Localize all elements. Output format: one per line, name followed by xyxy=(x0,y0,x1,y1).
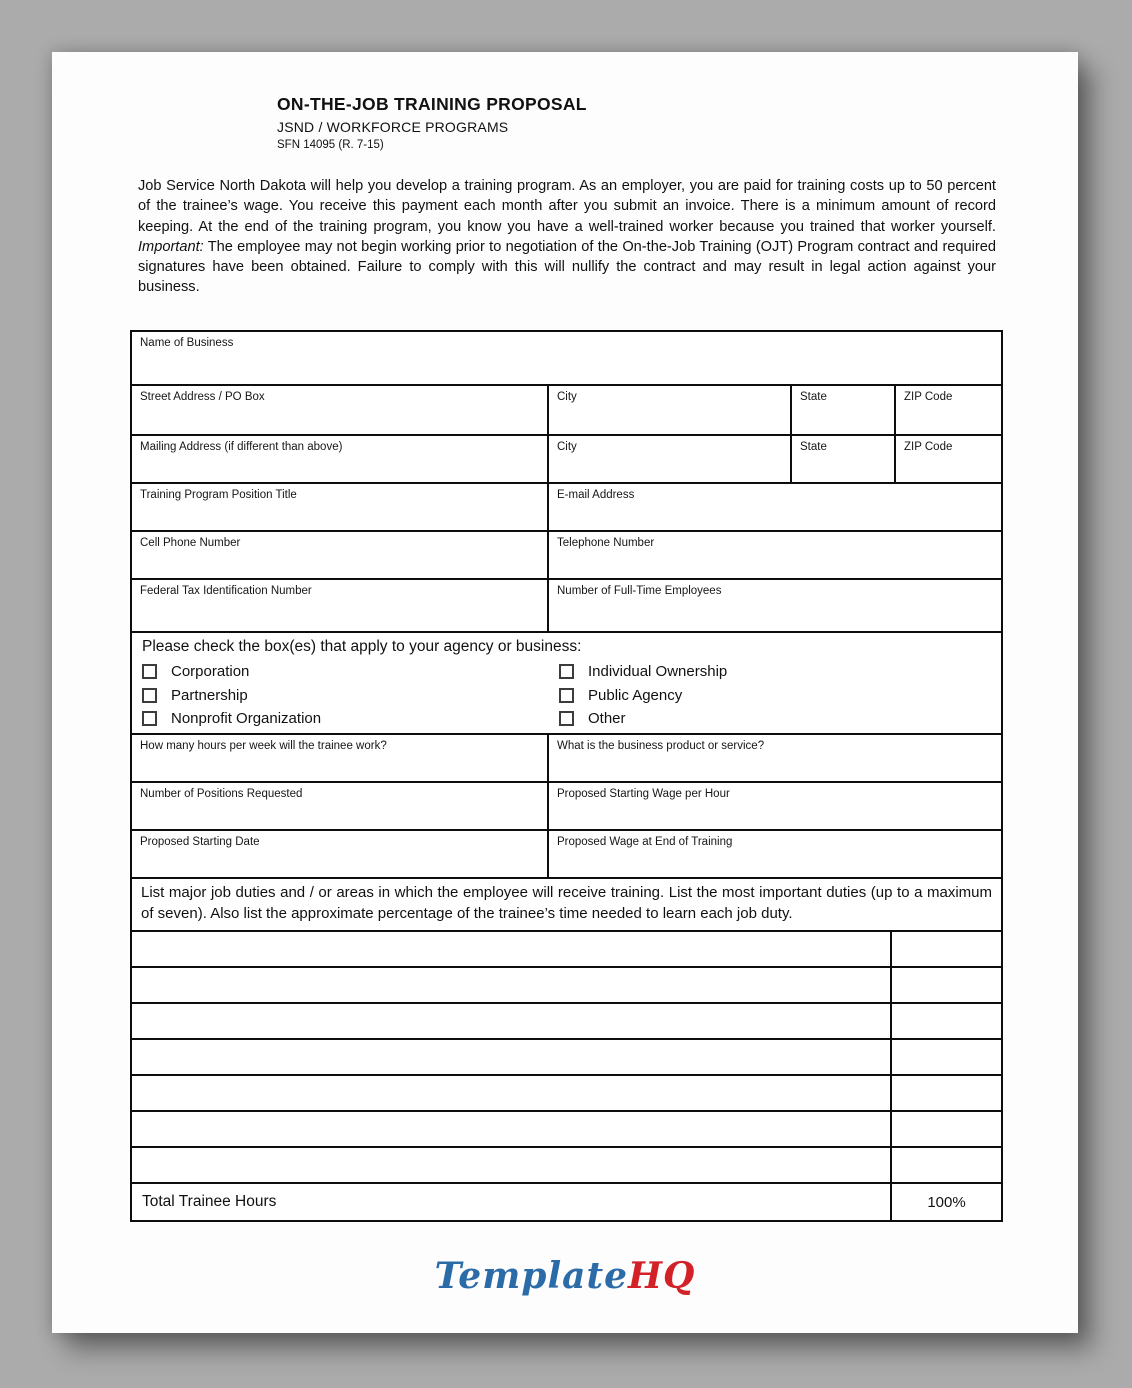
duty-percent-cell-3[interactable] xyxy=(890,1004,1001,1038)
field-federal-tax-id[interactable] xyxy=(132,580,547,631)
field-product-or-service[interactable] xyxy=(547,735,1001,781)
checkbox-column-right xyxy=(559,660,976,731)
row-position-email xyxy=(132,482,1001,530)
checkbox-nonprofit-organization[interactable] xyxy=(142,707,559,731)
row-name-of-business xyxy=(132,332,1001,384)
field-label: Proposed Starting Date xyxy=(140,836,260,848)
total-trainee-hours-label: Total Trainee Hours xyxy=(142,1193,277,1211)
checkbox-other[interactable] xyxy=(559,707,976,731)
duty-description-cell-5[interactable] xyxy=(132,1076,890,1110)
checkbox-label: Individual Ownership xyxy=(588,663,728,681)
form-table xyxy=(130,330,1003,1222)
field-zip-1[interactable] xyxy=(894,386,1001,434)
duty-percent-cell-6[interactable] xyxy=(890,1112,1001,1146)
total-row xyxy=(132,1182,1001,1220)
checkbox-label: Partnership xyxy=(171,686,248,704)
duty-row-4 xyxy=(132,1038,1001,1074)
row-street-address xyxy=(132,384,1001,434)
field-label: Number of Full-Time Employees xyxy=(557,585,722,597)
row-hours-product xyxy=(132,733,1001,781)
field-label: How many hours per week will the trainee work? xyxy=(140,740,387,752)
total-percent-cell xyxy=(890,1184,1001,1220)
field-mailing-address[interactable] xyxy=(132,436,547,482)
duty-row-5 xyxy=(132,1074,1001,1110)
duty-description-cell-4[interactable] xyxy=(132,1040,890,1074)
duty-row-1 xyxy=(132,930,1001,966)
checkbox-corporation[interactable] xyxy=(142,660,559,684)
checkbox-icon[interactable] xyxy=(142,711,157,726)
duty-row-6 xyxy=(132,1110,1001,1146)
field-name-of-business[interactable] xyxy=(132,332,1001,384)
field-label: Federal Tax Identification Number xyxy=(140,585,312,597)
field-email-address[interactable] xyxy=(547,484,1001,530)
field-label: What is the business product or service? xyxy=(557,740,765,752)
duty-description-cell-2[interactable] xyxy=(132,968,890,1002)
checkbox-icon[interactable] xyxy=(559,664,574,679)
duty-percent-cell-4[interactable] xyxy=(890,1040,1001,1074)
field-cell-phone[interactable] xyxy=(132,532,547,578)
duty-percent-cell-7[interactable] xyxy=(890,1148,1001,1182)
total-trainee-hours-cell[interactable] xyxy=(132,1184,890,1220)
checkbox-columns xyxy=(142,660,1001,731)
field-label: Number of Positions Requested xyxy=(140,788,303,800)
field-label: ZIP Code xyxy=(904,441,953,453)
duty-row-2 xyxy=(132,966,1001,1002)
field-hours-per-week[interactable] xyxy=(132,735,547,781)
duties-instructions: List major job duties and / or areas in which the employee will receive training. List the most important duties (up to a maximum of seven). Also list the approximate percentage of the trainee’s time needed to learn each job duty. xyxy=(132,877,1001,930)
duty-description-cell-1[interactable] xyxy=(132,932,890,966)
checkbox-label: Public Agency xyxy=(588,686,683,704)
checkbox-icon[interactable] xyxy=(559,711,574,726)
checkbox-section-heading: Please check the box(es) that apply to your agency or business: xyxy=(142,638,582,655)
field-zip-2[interactable] xyxy=(894,436,1001,482)
field-city-2[interactable] xyxy=(547,436,790,482)
duty-percent-cell-5[interactable] xyxy=(890,1076,1001,1110)
field-label: Training Program Position Title xyxy=(140,489,297,501)
field-label: Street Address / PO Box xyxy=(140,391,265,403)
entity-type-section xyxy=(132,631,1001,733)
templatehq-watermark xyxy=(52,1255,1078,1297)
watermark-template-text: Template xyxy=(434,1255,628,1297)
intro-paragraph xyxy=(138,176,996,298)
checkbox-icon[interactable] xyxy=(142,688,157,703)
field-starting-date[interactable] xyxy=(132,831,547,877)
duty-row-7 xyxy=(132,1146,1001,1182)
field-fulltime-employees[interactable] xyxy=(547,580,1001,631)
watermark-hq-text: HQ xyxy=(628,1255,696,1297)
field-label: E-mail Address xyxy=(557,489,635,501)
checkbox-label: Other xyxy=(588,710,626,728)
intro-text-1: Job Service North Dakota will help you develop a training program. As an employer, you are paid for training costs up to 50 percent of the trainee’s wage. You receive this payment each month after you submit an invoice. There is a minimum amount of record keeping. At the end of the training program, you know you have a well-trained worker because you trained that worker yourself. xyxy=(138,178,996,235)
form-number: SFN 14095 (R. 7-15) xyxy=(277,139,384,151)
field-label: Proposed Starting Wage per Hour xyxy=(557,788,730,800)
checkbox-public-agency[interactable] xyxy=(559,684,976,708)
field-label: Name of Business xyxy=(140,337,234,349)
field-label: Mailing Address (if different than above) xyxy=(140,441,343,453)
field-wage-end-of-training[interactable] xyxy=(547,831,1001,877)
field-state-2[interactable] xyxy=(790,436,894,482)
field-label: State xyxy=(800,441,827,453)
field-label: City xyxy=(557,391,577,403)
duty-row-3 xyxy=(132,1002,1001,1038)
form-title: ON-THE-JOB TRAINING PROPOSAL xyxy=(277,94,587,114)
checkbox-partnership[interactable] xyxy=(142,684,559,708)
row-positions-wage xyxy=(132,781,1001,829)
row-tax-employees xyxy=(132,578,1001,631)
field-label: City xyxy=(557,441,577,453)
checkbox-icon[interactable] xyxy=(559,688,574,703)
checkbox-column-left xyxy=(142,660,559,731)
duty-description-cell-7[interactable] xyxy=(132,1148,890,1182)
field-street-address[interactable] xyxy=(132,386,547,434)
form-header xyxy=(277,94,587,151)
field-label: Cell Phone Number xyxy=(140,537,241,549)
form-subtitle: JSND / WORKFORCE PROGRAMS xyxy=(277,119,509,135)
checkbox-individual-ownership[interactable] xyxy=(559,660,976,684)
duty-description-cell-3[interactable] xyxy=(132,1004,890,1038)
field-starting-wage[interactable] xyxy=(547,783,1001,829)
checkbox-label: Nonprofit Organization xyxy=(171,710,322,728)
field-label: State xyxy=(800,391,827,403)
duty-description-cell-6[interactable] xyxy=(132,1112,890,1146)
checkbox-icon[interactable] xyxy=(142,664,157,679)
intro-text-2: The employee may not begin working prior to negotiation of the On-the-Job Training (OJT) Program contract and required signatures have been obtained. Failure to comply with this will nullify the contract and may result in legal action against your business. xyxy=(138,238,996,296)
field-label: ZIP Code xyxy=(904,391,953,403)
form-page xyxy=(52,52,1078,1333)
row-mailing-address xyxy=(132,434,1001,482)
duty-percent-cell-2[interactable] xyxy=(890,968,1001,1002)
field-city-1[interactable] xyxy=(547,386,790,434)
field-label: Proposed Wage at End of Training xyxy=(557,836,733,848)
checkbox-label: Corporation xyxy=(171,663,250,681)
field-label: Telephone Number xyxy=(557,537,655,549)
row-date-endwage xyxy=(132,829,1001,877)
field-state-1[interactable] xyxy=(790,386,894,434)
row-phones xyxy=(132,530,1001,578)
field-telephone[interactable] xyxy=(547,532,1001,578)
intro-important-word: Important: xyxy=(138,238,204,255)
duty-percent-cell-1[interactable] xyxy=(890,932,1001,966)
total-percent-value: 100% xyxy=(927,1193,966,1211)
field-positions-requested[interactable] xyxy=(132,783,547,829)
field-training-position-title[interactable] xyxy=(132,484,547,530)
